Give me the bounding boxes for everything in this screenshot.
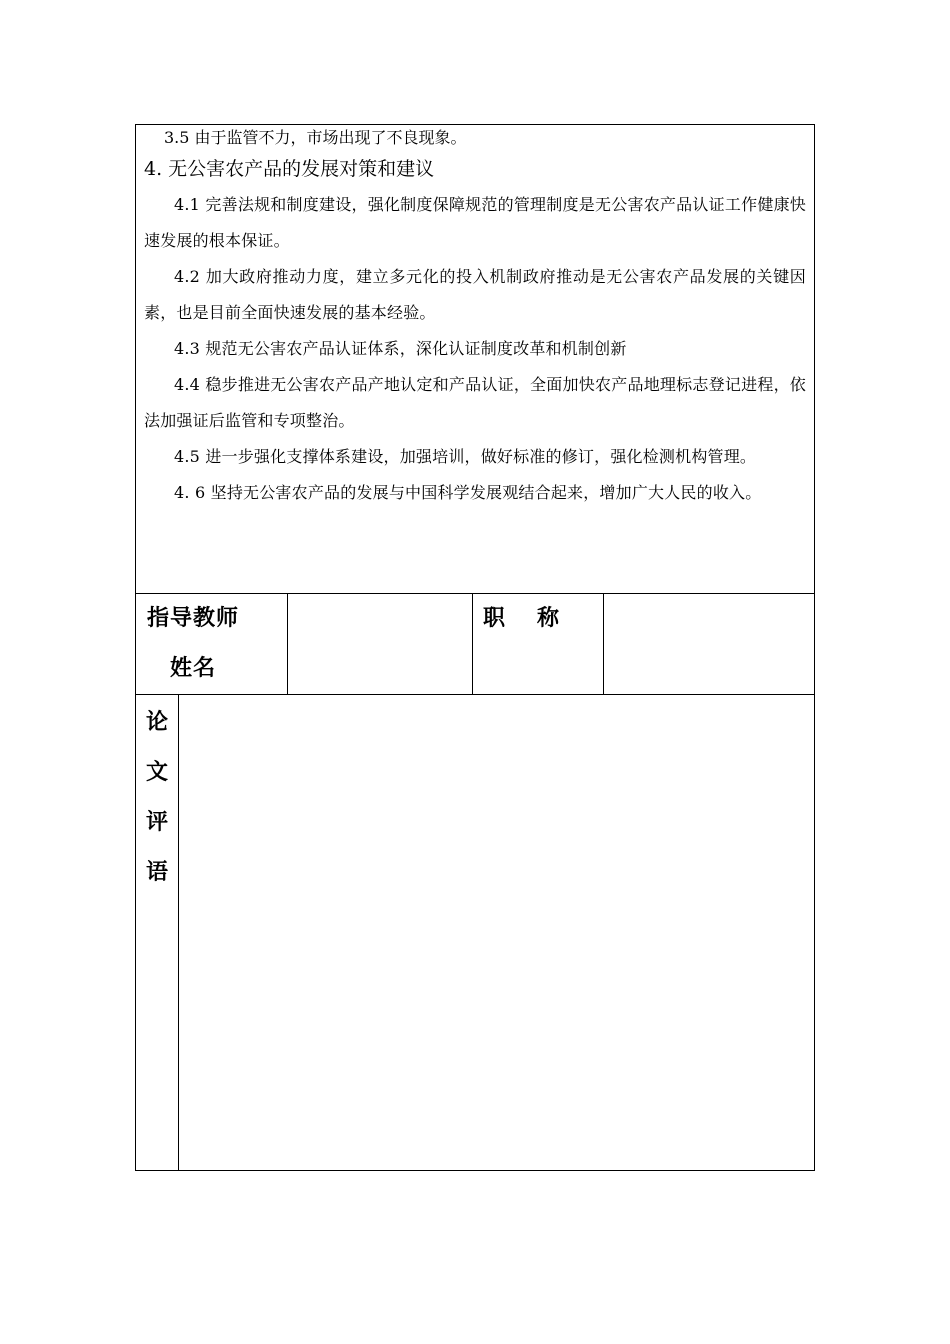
teacher-title-field[interactable]	[604, 594, 814, 694]
evaluation-table	[135, 124, 815, 1171]
teacher-title-label-cell	[473, 594, 604, 694]
thesis-comment-row	[136, 695, 814, 1170]
section-4-heading: 4. 无公害农产品的发展对策和建议	[144, 158, 435, 180]
section-4-5-text: 4.5 进一步强化支撑体系建设，加强培训，做好标准的修订，强化检测机构管理。	[174, 447, 757, 466]
thesis-comment-label-cell	[136, 695, 179, 1170]
teacher-name-field[interactable]	[288, 594, 473, 694]
comment-label-char: 论	[146, 710, 169, 735]
thesis-content-cell	[136, 125, 814, 594]
section-4-2-text: 4.2 加大政府推动力度，建立多元化的投入机制政府推动是无公害农产品发展的关键因素，也是目前全面快速发展的基本经验。	[144, 267, 806, 322]
comment-label-char: 评	[146, 810, 169, 835]
section-3-5-text: 3.5 由于监管不力，市场出现了不良现象。	[164, 128, 467, 147]
section-4-1-text: 4.1 完善法规和制度建设，强化制度保障规范的管理制度是无公害农产品认证工作健康快速发展的根本保证。	[144, 195, 806, 250]
teacher-name-label-cell	[136, 594, 288, 694]
section-4-6-text: 4. 6 坚持无公害农产品的发展与中国科学发展观结合起来，增加广大人民的收入。	[174, 483, 762, 502]
comment-label-char: 语	[146, 860, 169, 885]
thesis-comment-label	[146, 705, 170, 905]
teacher-title-label-char1: 职	[483, 606, 506, 631]
section-4-3-text: 4.3 规范无公害农产品认证体系，深化认证制度改革和机制创新	[174, 339, 627, 358]
teacher-title-label	[483, 602, 559, 636]
teacher-info-row	[136, 594, 814, 695]
comment-label-char: 文	[146, 760, 169, 785]
teacher-title-label-char2: 称	[537, 606, 560, 631]
teacher-name-label-line2: 姓名	[170, 656, 217, 681]
section-4-4-text: 4.4 稳步推进无公害农产品产地认定和产品认证，全面加快农产品地理标志登记进程，依法加强证后监管和专项整治。	[144, 375, 806, 430]
thesis-comment-field[interactable]	[179, 695, 814, 1170]
teacher-name-label-line1: 指导教师	[147, 606, 240, 631]
